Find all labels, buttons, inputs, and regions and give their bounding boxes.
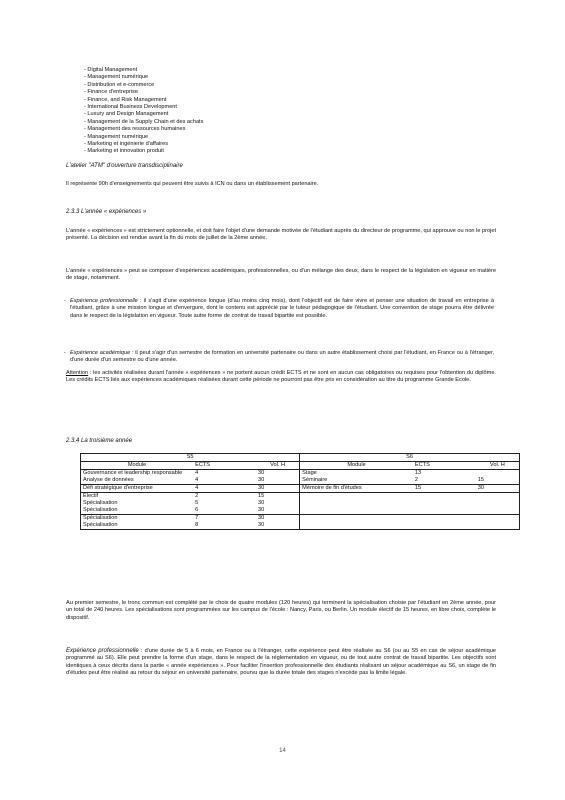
cell-ects-s5: 4 bbox=[195, 477, 199, 483]
table-row bbox=[81, 493, 520, 501]
attention-note bbox=[66, 370, 496, 385]
cell-vol-s5: 30 bbox=[256, 500, 300, 507]
attention-label: Attention bbox=[66, 370, 89, 376]
semester-s6-header: S6 bbox=[300, 454, 520, 462]
third-year-table bbox=[80, 453, 520, 530]
list-item: - Digital Management bbox=[84, 67, 203, 74]
col-module-s5: Module bbox=[81, 462, 194, 470]
cell-vol-s5: 30 bbox=[256, 515, 300, 523]
cell-module-s5: Analyse de données bbox=[81, 477, 194, 485]
specialisation-list bbox=[84, 67, 203, 156]
bullet-dot: - bbox=[64, 298, 66, 304]
bullet-1-text: : il s'agit d'une expérience longue (d'au moins cinq mois), dont l'objectif est de faire vivre et penser une situation de travail en entreprise à l'étudiant, grâce à une mission longue et d'envergure, dont le contenu est apprécié par le tuteur pédagogique de l'étudiant. Une convention de stage pourra être délivrée dans le respect de la législation en vigueur. Toute autre forme de contrat de travail bipartite est possible. bbox=[70, 298, 494, 319]
bullet-1-title: Expérience professionnelle bbox=[70, 298, 138, 304]
cell-module-s5: Spécialisation bbox=[81, 515, 194, 523]
list-item: - Management numérique bbox=[84, 74, 203, 81]
cell-vol-s6 bbox=[476, 522, 520, 530]
table-row bbox=[81, 500, 520, 507]
cell-ects-s6 bbox=[413, 522, 476, 530]
atelier-heading: L'atelier "ATM" d'ouverture transdisciplinaire bbox=[66, 163, 183, 169]
cell-vol-s5: 15 bbox=[256, 493, 300, 501]
col-ects-s5: ECTS bbox=[193, 462, 256, 470]
table-row bbox=[81, 507, 520, 515]
cell-ects-s6: 2 bbox=[414, 477, 419, 483]
cell-module-s5: Electif bbox=[81, 493, 194, 501]
cell-module-s5: Spécialisation bbox=[81, 522, 194, 530]
cell-ects-s5: 7 bbox=[193, 515, 256, 523]
col-module-s6: Module bbox=[300, 462, 413, 470]
section-333-paragraph-2: L'année « expériences » peut se composer d'expériences académiques, professionnelles, ou d'un mélange des deux, dans le respect de la législation en vigueur en matière de stage, notamment. bbox=[66, 268, 496, 282]
cell-ects-s6 bbox=[413, 493, 476, 501]
bullet-2-title: Expérience académique bbox=[70, 350, 131, 356]
bullet-dot: - bbox=[64, 350, 66, 356]
cell-vol-s5: 30 bbox=[256, 485, 300, 493]
list-item: - Management des ressources humaines bbox=[84, 126, 203, 133]
col-ects-s6: ECTS bbox=[413, 462, 476, 470]
cell-module-s6 bbox=[300, 493, 413, 501]
cell-ects-s5: 2 bbox=[193, 493, 256, 501]
section-334-paragraph-2 bbox=[66, 648, 496, 678]
cell-vol-s6 bbox=[476, 515, 520, 523]
list-item: - Marketing et ingénierie d'affaires bbox=[84, 141, 203, 148]
cell-module-s6 bbox=[300, 507, 413, 515]
bullet-experience-professionnelle bbox=[64, 298, 494, 320]
cell-ects-s6: 13 bbox=[414, 470, 422, 476]
cell-module-s6 bbox=[300, 515, 413, 523]
page-number: 14 bbox=[279, 748, 286, 754]
cell-module-s6 bbox=[300, 500, 413, 507]
cell-ects-s5: 6 bbox=[195, 507, 199, 513]
experience-title: Expérience professionnelle bbox=[66, 648, 139, 654]
cell-vol-s6 bbox=[476, 470, 520, 478]
list-item: - Distribution et e-commerce bbox=[84, 82, 203, 89]
cell-vol-s6 bbox=[476, 493, 520, 501]
table-row bbox=[81, 485, 520, 493]
list-item: - Finance d'entreprise bbox=[84, 89, 203, 96]
table-row bbox=[81, 477, 520, 485]
bullet-2-text: : il peut s'agir d'un semestre de formation en université partenaire ou dans un autre établissement choisi par l'étudiant, en France ou à l'étranger, d'une durée d'un semestre ou d'une année. bbox=[70, 350, 495, 364]
list-item: - Management numérique bbox=[84, 134, 203, 141]
cell-ects-s5: 8 bbox=[193, 522, 256, 530]
cell-ects-s6 bbox=[413, 507, 476, 515]
list-item: - Management de la Supply Chain et des achats bbox=[84, 119, 203, 126]
table-row bbox=[81, 470, 520, 478]
cell-ects-s5: 4 bbox=[193, 485, 256, 493]
col-vol-s6: Vol. H bbox=[476, 462, 520, 470]
cell-vol-s6: 30 bbox=[476, 485, 520, 493]
attention-text: : les activités réalisées durant l'année « expériences » ne portent aucun crédit ECTS et ne sont en aucun cas obligatoires ou requises pour l'obtention du diplôme. Les crédits ECTS liés aux expériences académiques réalisées durant cette période ne pourront pas être pris en considération au titre du programme Grande Ecole. bbox=[66, 370, 496, 384]
cell-vol-s5: 30 bbox=[256, 507, 300, 515]
table-row bbox=[81, 522, 520, 530]
experience-text: : d'une durée de 5 à 6 mois, en France ou à l'étranger, cette expérience peut être réalisée au S6 (ou au S5 en cas de séjour académique programmé au S6). Elle peut prendre la forme d'un stage, dans le respect de la réglementation en vigueur, ou de tout autre contrat de travail bipartite. Les objectifs sont identiques à ceux décrits dans la partie « année expériences ». Pour faciliter l'insertion professionnelle des étudiants réalisant un séjour académique au S6, un stage de fin d'études peut être réalisé au retour du séjour en université partenaire, pourvu que la durée totale des stages n'excède pas la limite légale. bbox=[66, 648, 496, 677]
cell-module-s5: Spécialisation bbox=[81, 507, 194, 515]
cell-vol-s5: 30 bbox=[256, 470, 300, 478]
cell-module-s6 bbox=[300, 522, 413, 530]
cell-ects-s5: 4 bbox=[195, 470, 199, 476]
section-333-paragraph-1: L'année « expériences » est strictement optionnelle, et doit faire l'objet d'une demande motivée de l'étudiant auprès du directeur de programme, qui approuve ou non le projet présenté. La décision est rendue avant la fin du mois de juillet de la 2ème année. bbox=[66, 228, 496, 242]
cell-vol-s5: 30 bbox=[256, 477, 300, 485]
col-vol-s5: Vol. H bbox=[256, 462, 300, 470]
cell-module-s5: Défi stratégique d'entreprise bbox=[81, 485, 194, 493]
cell-module-s5: Spécialisation bbox=[81, 500, 194, 507]
cell-vol-s6 bbox=[476, 507, 520, 515]
cell-module-s5: Gouvernance et leadership responsable bbox=[81, 470, 194, 478]
list-item: - Luxury and Design Management bbox=[84, 111, 203, 118]
atelier-text: Il représente 90h d'enseignements qui peuvent être suivis à ICN ou dans un établissement partenaire. bbox=[66, 181, 319, 187]
list-item: - International Business Development bbox=[84, 104, 203, 111]
cell-module-s6: Stage bbox=[302, 470, 317, 476]
list-item: - Marketing et innovation produit bbox=[84, 148, 203, 155]
bullet-experience-academique bbox=[64, 350, 495, 365]
section-334-paragraph-1: Au premier semestre, le tronc commun est complété par le choix de quatre modules (120 heures) qui terminent la spécialisation choisie par l'étudiant en 2ème année, pour un total de 240 heures. Les spécialisations sont programmées sur les campus de l'école : Nancy, Paris, ou Berlin. Un module électif de 15 heures, en libre choix, complète le dispositif. bbox=[66, 600, 496, 621]
cell-vol-s6 bbox=[476, 500, 520, 507]
cell-ects-s6 bbox=[413, 515, 476, 523]
section-334-heading: 2.3.4 La troisième année bbox=[66, 438, 133, 444]
cell-ects-s6: 15 bbox=[413, 485, 476, 493]
cell-vol-s5: 30 bbox=[256, 522, 300, 530]
cell-ects-s5: 5 bbox=[195, 500, 199, 506]
cell-vol-s6: 15 bbox=[476, 477, 520, 485]
list-item: - Finance, and Risk Management bbox=[84, 97, 203, 104]
cell-module-s6: Séminaire bbox=[302, 477, 328, 483]
table-row bbox=[81, 515, 520, 523]
semester-s5-header: S5 bbox=[81, 454, 300, 462]
cell-ects-s6 bbox=[413, 500, 476, 507]
section-333-heading: 2.3.3 L'année « expériences » bbox=[66, 209, 147, 215]
cell-module-s6: Mémoire de fin d'études bbox=[300, 485, 413, 493]
